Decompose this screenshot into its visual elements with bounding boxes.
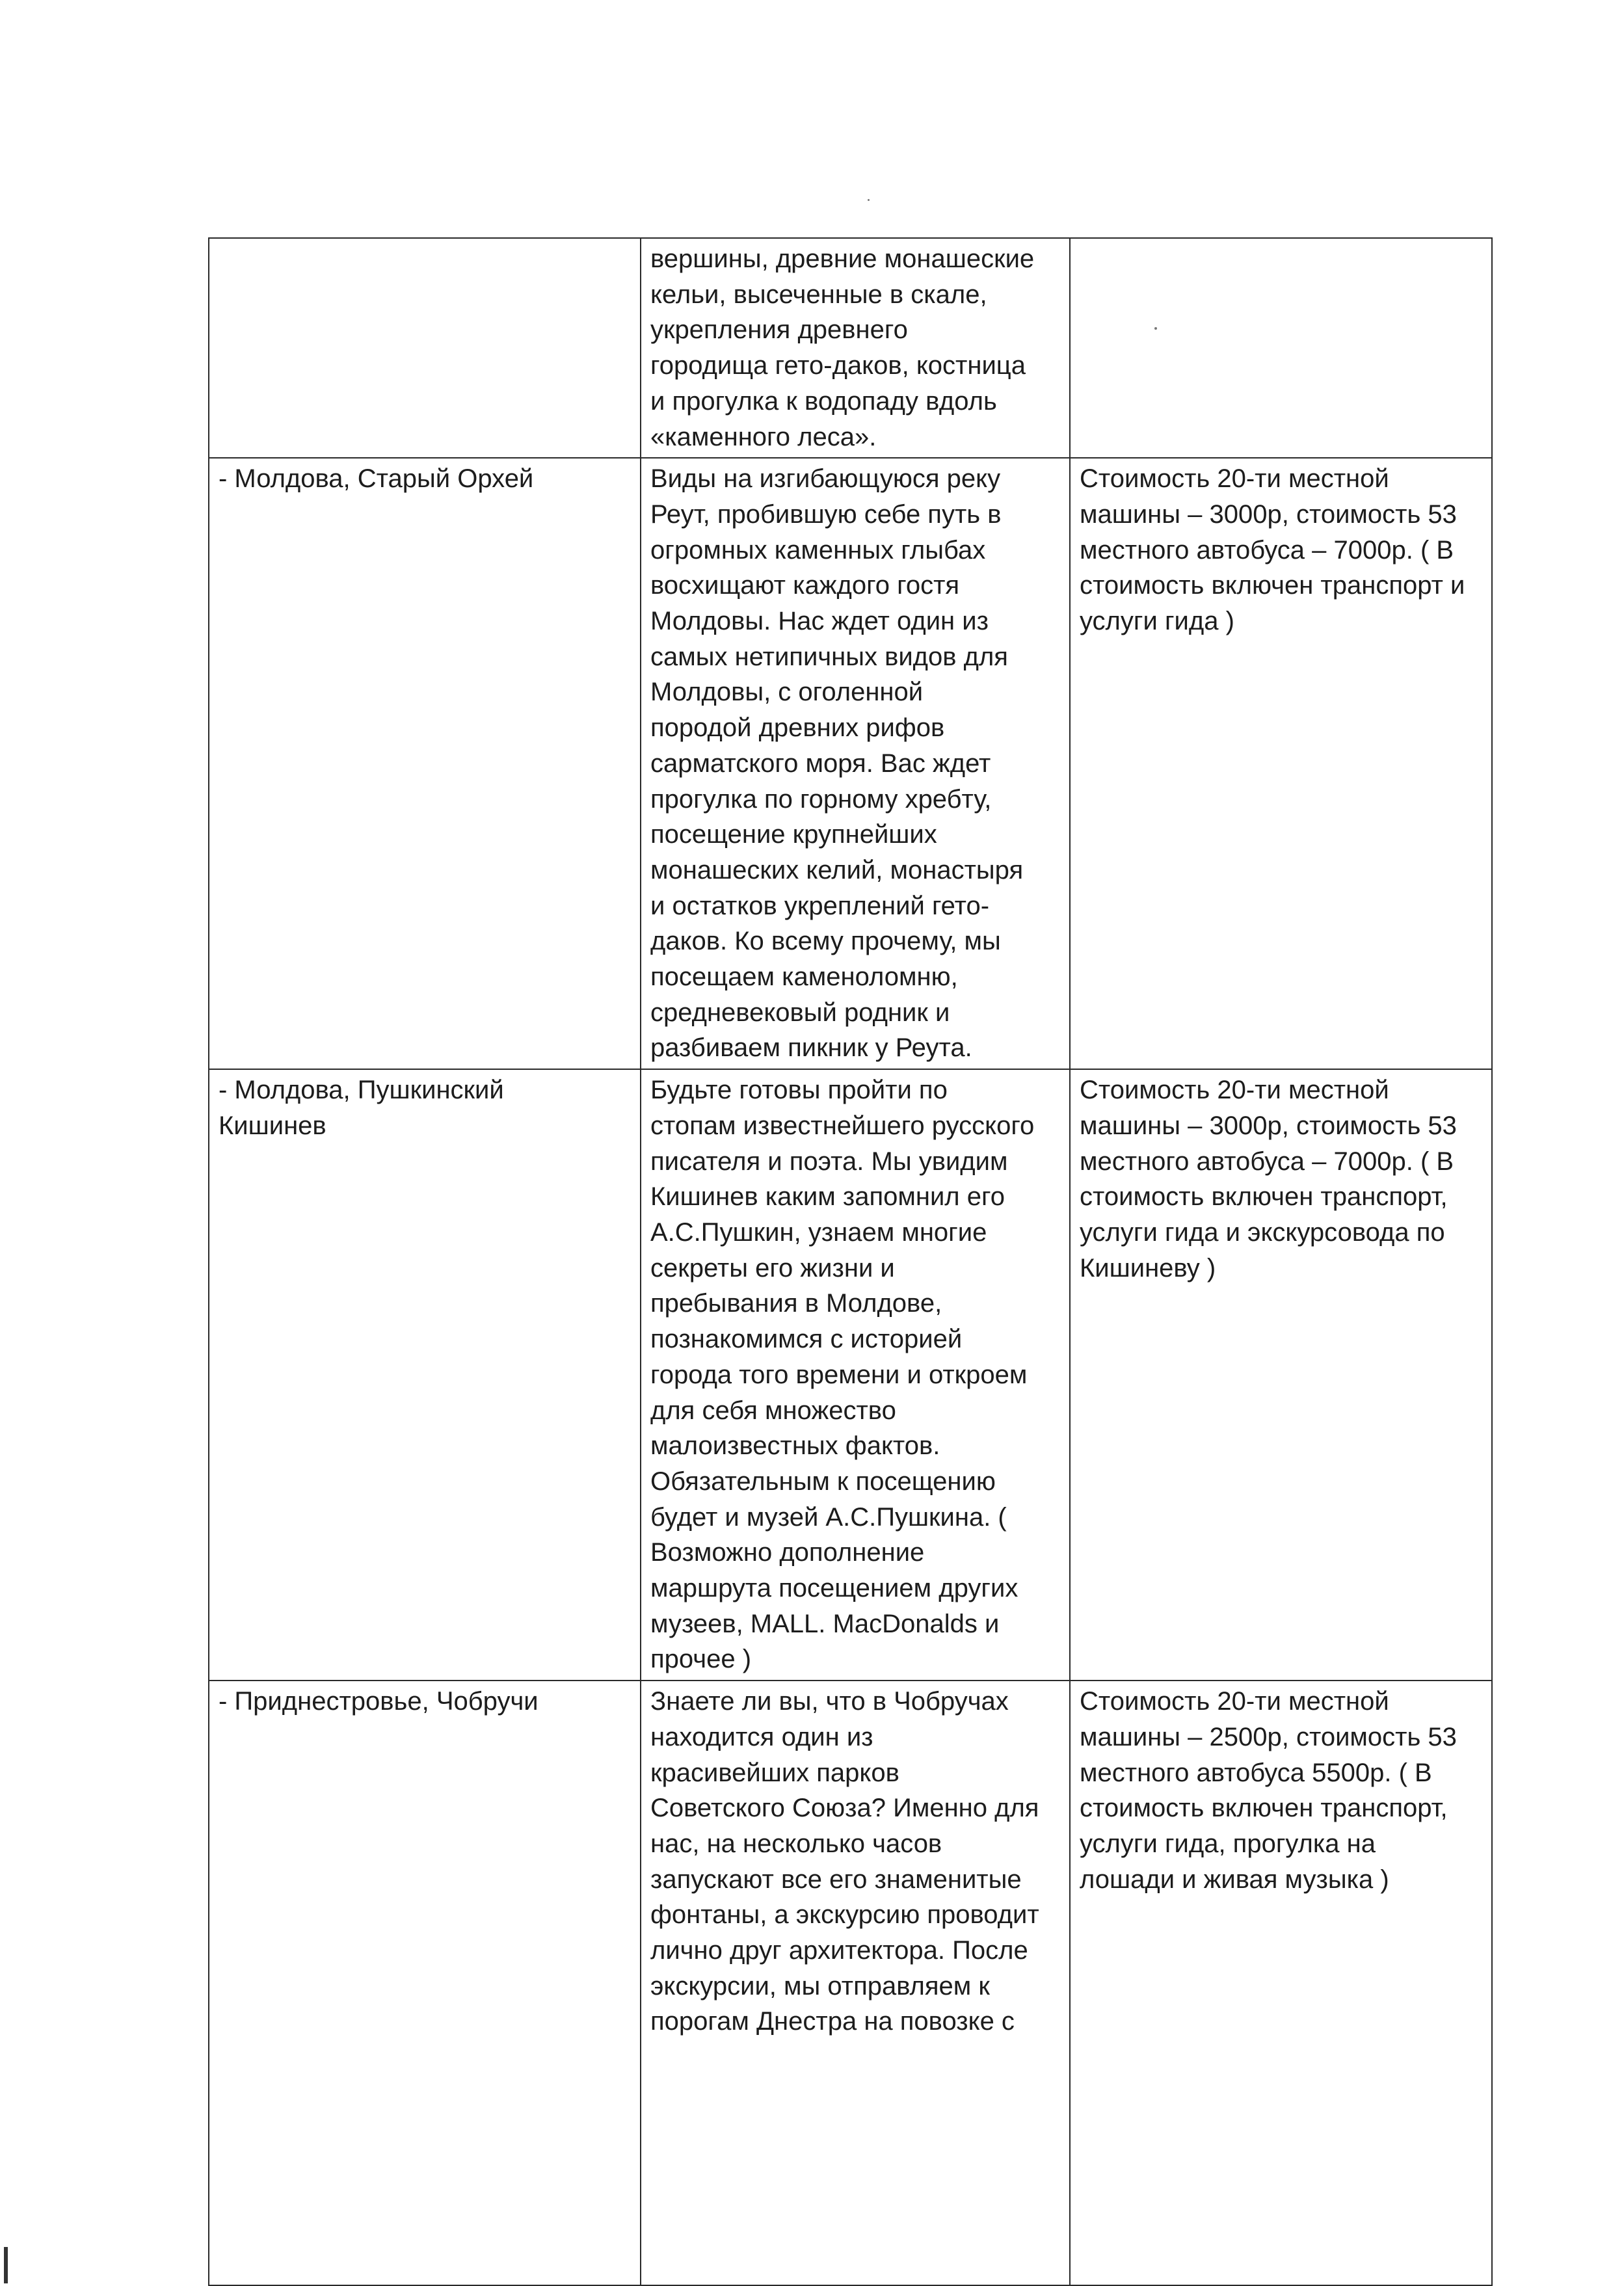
description-text-line: Будьте готовы пройти по — [650, 1076, 948, 1105]
description-text-line: для себя множество — [650, 1396, 896, 1425]
description-text-line: разбиваем пикник у Реута. — [650, 1033, 972, 1063]
price-text-line: Стоимость 20-ти местной — [1080, 1687, 1389, 1716]
price-text-line: местного автобуса – 7000р. ( В — [1080, 535, 1454, 565]
route-text-line: - Молдова, Пушкинский — [219, 1076, 504, 1105]
description-text-line: фонтаны, а экскурсию проводит — [650, 1900, 1039, 1930]
price-text-line: стоимость включен транспорт и — [1080, 571, 1465, 600]
description-text-line: восхищают каждого гостя — [650, 571, 960, 600]
description-text-line: писателя и поэта. Мы увидим — [650, 1147, 1008, 1176]
route-text-line: Кишинев — [219, 1111, 326, 1140]
description-text-line: и прогулка к водопаду вдоль — [650, 386, 997, 416]
scan-speck — [1154, 327, 1157, 330]
price-text-line: лошади и живая музыка ) — [1080, 1865, 1389, 1894]
description-text-line: посещение крупнейших — [650, 820, 937, 849]
scan-speck — [868, 199, 870, 201]
price-text-line: местного автобуса 5500р. ( В — [1080, 1758, 1432, 1787]
description-text-line: сарматского моря. Вас ждет — [650, 749, 991, 778]
price-cell — [1070, 1069, 1492, 1681]
description-text-line: прочее ) — [650, 1645, 752, 1674]
price-text-line: машины – 3000р, стоимость 53 — [1080, 1111, 1457, 1140]
description-text-line: «каменного леса». — [650, 422, 877, 451]
description-text-line: секреты его жизни и — [650, 1253, 895, 1283]
price-text-line: машины – 3000р, стоимость 53 — [1080, 499, 1457, 529]
description-text-line: красивейших парков — [650, 1758, 899, 1787]
description-text-line: кельи, высеченные в скале, — [650, 280, 987, 309]
description-text-line: Знаете ли вы, что в Чобручах — [650, 1687, 1009, 1716]
description-text-line: городища гето-даков, костница — [650, 351, 1026, 380]
excursion-table — [208, 237, 1493, 2286]
description-text-line: средневековый родник и — [650, 998, 950, 1027]
description-cell — [641, 1069, 1070, 1681]
description-text-line: порогам Днестра на повозке с — [650, 2007, 1015, 2036]
description-text-line: стопам известнейшего русского — [650, 1111, 1035, 1140]
description-text-line: породой древних рифов — [650, 713, 945, 743]
description-text-line: Молдовы, с оголенной — [650, 678, 924, 707]
description-text-line: Советского Союза? Именно для — [650, 1794, 1039, 1823]
route-cell — [209, 1681, 641, 2285]
description-cell — [641, 458, 1070, 1069]
price-cell — [1070, 458, 1492, 1069]
description-text-line: малоизвестных фактов. — [650, 1431, 940, 1461]
price-cell — [1070, 1681, 1492, 2285]
description-text-line: Реут, пробившую себе путь в — [650, 499, 1002, 529]
price-text-line: машины – 2500р, стоимость 53 — [1080, 1722, 1457, 1751]
description-text-line: музеев, MALL. MacDonalds и — [650, 1609, 1000, 1638]
description-text-line: самых нетипичных видов для — [650, 642, 1008, 671]
price-text-line: услуги гида ) — [1080, 607, 1234, 636]
description-text-line: прогулка по горному хребту, — [650, 784, 992, 814]
description-text-line: лично друг архитектора. После — [650, 1936, 1028, 1965]
excursion-table-body — [209, 238, 1492, 2285]
description-text-line: Кишинев каким запомнил его — [650, 1182, 1005, 1212]
description-text-line: Виды на изгибающуюся реку — [650, 464, 1001, 494]
route-cell — [209, 1069, 641, 1681]
price-text-line: Стоимость 20-ти местной — [1080, 1076, 1389, 1105]
description-text-line: Возможно дополнение — [650, 1538, 925, 1567]
route-text-line: - Молдова, Старый Орхей — [219, 464, 534, 494]
description-text-line: будет и музей А.С.Пушкина. ( — [650, 1502, 1007, 1532]
description-text-line: находится один из — [650, 1722, 873, 1751]
description-cell — [641, 238, 1070, 458]
description-text-line: даков. Ко всему прочему, мы — [650, 927, 1001, 956]
price-text-line: услуги гида и экскурсовода по — [1080, 1217, 1445, 1247]
description-text-line: посещаем каменоломню, — [650, 963, 958, 992]
price-text-line: стоимость включен транспорт, — [1080, 1182, 1448, 1212]
price-cell — [1070, 238, 1492, 458]
table-row — [209, 458, 1492, 1069]
description-text-line: укрепления древнего — [650, 315, 908, 345]
description-cell — [641, 1681, 1070, 2285]
description-text-line: и остатков укреплений гето- — [650, 891, 990, 920]
price-text-line: местного автобуса – 7000р. ( В — [1080, 1147, 1454, 1176]
table-row — [209, 238, 1492, 458]
description-text-line: экскурсии, мы отправляем к — [650, 1971, 990, 2000]
description-text-line: Обязательным к посещению — [650, 1467, 996, 1496]
description-text-line: вершины, древние монашеские — [650, 245, 1035, 273]
description-text-line: познакомимся с историей — [650, 1325, 963, 1354]
description-text-line: запускают все его знаменитые — [650, 1865, 1022, 1894]
route-cell — [209, 238, 641, 458]
description-text-line: пребывания в Молдове, — [650, 1289, 942, 1318]
table-row — [209, 1069, 1492, 1681]
description-text-line: маршрута посещением других — [650, 1574, 1018, 1603]
table-row — [209, 1681, 1492, 2285]
description-text-line: города того времени и откроем — [650, 1360, 1028, 1389]
description-text-line: монашеских келий, монастыря — [650, 855, 1024, 884]
price-text-line: Кишиневу ) — [1080, 1253, 1216, 1283]
description-text-line: А.С.Пушкин, узнаем многие — [650, 1217, 987, 1247]
price-text-line: стоимость включен транспорт, — [1080, 1794, 1448, 1823]
price-text-line: Стоимость 20-ти местной — [1080, 464, 1389, 494]
price-text-line: услуги гида, прогулка на — [1080, 1829, 1376, 1858]
description-text-line: нас, на несколько часов — [650, 1829, 942, 1858]
route-cell — [209, 458, 641, 1069]
scan-edge-mark — [4, 2247, 8, 2283]
route-text-line: - Приднестровье, Чобручи — [219, 1687, 539, 1716]
description-text-line: огромных каменных глыбах — [650, 535, 986, 565]
description-text-line: Молдовы. Нас ждет один из — [650, 607, 989, 636]
